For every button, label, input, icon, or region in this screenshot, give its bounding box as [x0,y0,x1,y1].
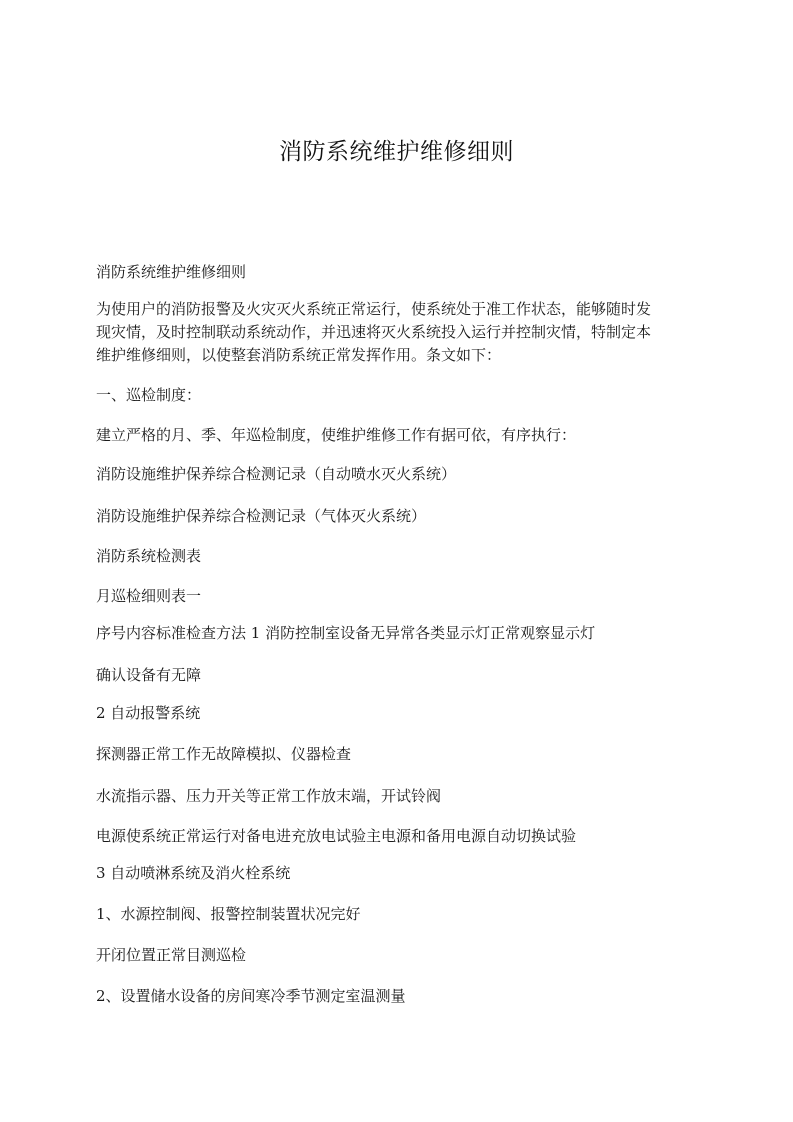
paragraph-water-storage: 2、设置储水设备的房间寒冷季节测定室温测量 [96,987,406,1005]
paragraph-sprinkler-record: 消防设施维护保养综合检测记录（自动喷水灭火系统） [96,465,457,483]
paragraph-intro-line-3: 维护维修细则，以使整套消防系统正常发挥作用。条文如下： [96,346,502,364]
paragraph-subtitle: 消防系统维护维修细则 [96,263,247,281]
paragraph-intro-line-2: 现灾情，及时控制联动系统动作，并迅速将灭火系统投入运行并控制灾情，特制定本 [96,323,652,341]
paragraph-sprinkler-hydrant: 3 自动喷淋系统及消火栓系统 [96,864,291,882]
paragraph-gas-record: 消防设施维护保养综合检测记录（气体灭火系统） [96,507,427,525]
paragraph-open-close: 开闭位置正常目测巡检 [96,946,247,964]
document-title: 消防系统维护维修细则 [279,139,514,165]
paragraph-check-table: 消防系统检测表 [96,547,202,565]
paragraph-intro-line-1: 为使用户的消防报警及火灾灭火系统正常运行，使系统处于准工作状态，能够随时发 [96,300,652,318]
paragraph-detector: 探测器正常工作无故障模拟、仪器检查 [96,745,352,763]
paragraph-flow-indicator: 水流指示器、压力开关等正常工作放末端，开试铃阀 [96,787,442,805]
paragraph-auto-alarm: 2 自动报警系统 [96,704,201,722]
paragraph-monthly-table: 月巡检细则表一 [96,587,202,605]
paragraph-water-valve: 1、水源控制阀、报警控制装置状况完好 [96,905,361,923]
section-heading-inspection: 一、巡检制度： [96,386,202,404]
paragraph-inspection-rule: 建立严格的月、季、年巡检制度，使维护维修工作有据可依，有序执行： [96,426,577,444]
paragraph-table-header: 序号内容标准检查方法 1 消防控制室设备无异常各类显示灯正常观察显示灯 [96,624,596,642]
paragraph-power-supply: 电源使系统正常运行对备电进充放电试验主电源和备用电源自动切换试验 [96,827,577,845]
paragraph-confirm-device: 确认设备有无障 [96,666,202,684]
